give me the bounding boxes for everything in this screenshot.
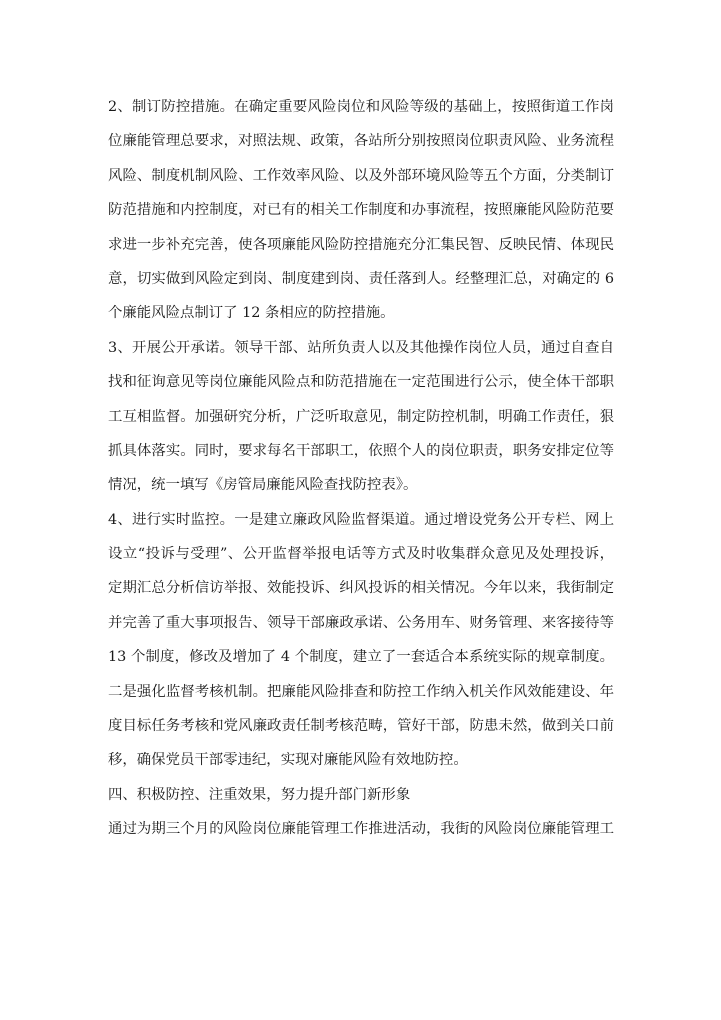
text-line: 移，确保党员干部零违纪，实现对廉能风险有效地防控。 (108, 752, 468, 769)
text-line: 二是强化监督考核机制。把廉能风险排查和防控工作纳入机关作风效能建设、年 (108, 683, 614, 700)
text-line: 求进一步补充完善，使各项廉能风险防控措施充分汇集民智、反映民情、体现民 (108, 236, 614, 253)
text-line: 通过为期三个月的风险岗位廉能管理工作推进活动，我街的风险岗位廉能管理工 (108, 821, 614, 838)
text-line: 定期汇总分析信访举报、效能投诉、纠风投诉的相关情况。今年以来，我街制定 (108, 580, 614, 597)
text-line: 2、制订防控措施。在确定重要风险岗位和风险等级的基础上，按照街道工作岗 (108, 99, 614, 115)
text-line: 并完善了重大事项报告、领导干部廉政承诺、公务用车、财务管理、来客接待等 (108, 614, 614, 631)
text-line: 位廉能管理总要求，对照法规、政策，各站所分别按照岗位职责风险、业务流程 (108, 133, 614, 150)
text-line: 意，切实做到风险定到岗、制度建到岗、责任落到人。经整理汇总，对确定的 6 (108, 270, 614, 287)
text-line: 设立“投诉与受理”、公开监督举报电话等方式及时收集群众意见及处理投诉， (108, 546, 614, 563)
text-line: 13 个制度，修改及增加了 4 个制度，建立了一套适合本系统实际的规章制度。 (108, 649, 614, 666)
document-body (108, 90, 614, 847)
text-line: 抓具体落实。同时，要求每名干部职工，依照个人的岗位职责，职务安排定位等 (108, 442, 614, 459)
text-line: 度目标任务考核和党风廉政责任制考核范畴，管好干部，防患未然，做到关口前 (108, 718, 614, 735)
text-line: 找和征询意见等岗位廉能风险点和防范措施在一定范围进行公示，使全体干部职 (108, 374, 614, 391)
text-line: 四、积极防控、注重效果，努力提升部门新形象 (108, 786, 411, 803)
text-line: 个廉能风险点制订了 12 条相应的防控措施。 (108, 305, 395, 322)
text-line: 风险、制度机制风险、工作效率风险、以及外部环境风险等五个方面，分类制订 (108, 167, 614, 184)
text-line: 工互相监督。加强研究分析，广泛听取意见，制定防控机制，明确工作责任，狠 (108, 408, 614, 425)
text-line: 情况，统一填写《房管局廉能风险查找防控表》。 (108, 477, 418, 494)
text-line: 防范措施和内控制度，对已有的相关工作制度和办事流程，按照廉能风险防范要 (108, 202, 614, 219)
text-line: 3、开展公开承诺。领导干部、站所负责人以及其他操作岗位人员，通过自查自 (108, 339, 614, 356)
text-line: 4、进行实时监控。一是建立廉政风险监督渠道。通过增设党务公开专栏、网上 (108, 511, 614, 528)
